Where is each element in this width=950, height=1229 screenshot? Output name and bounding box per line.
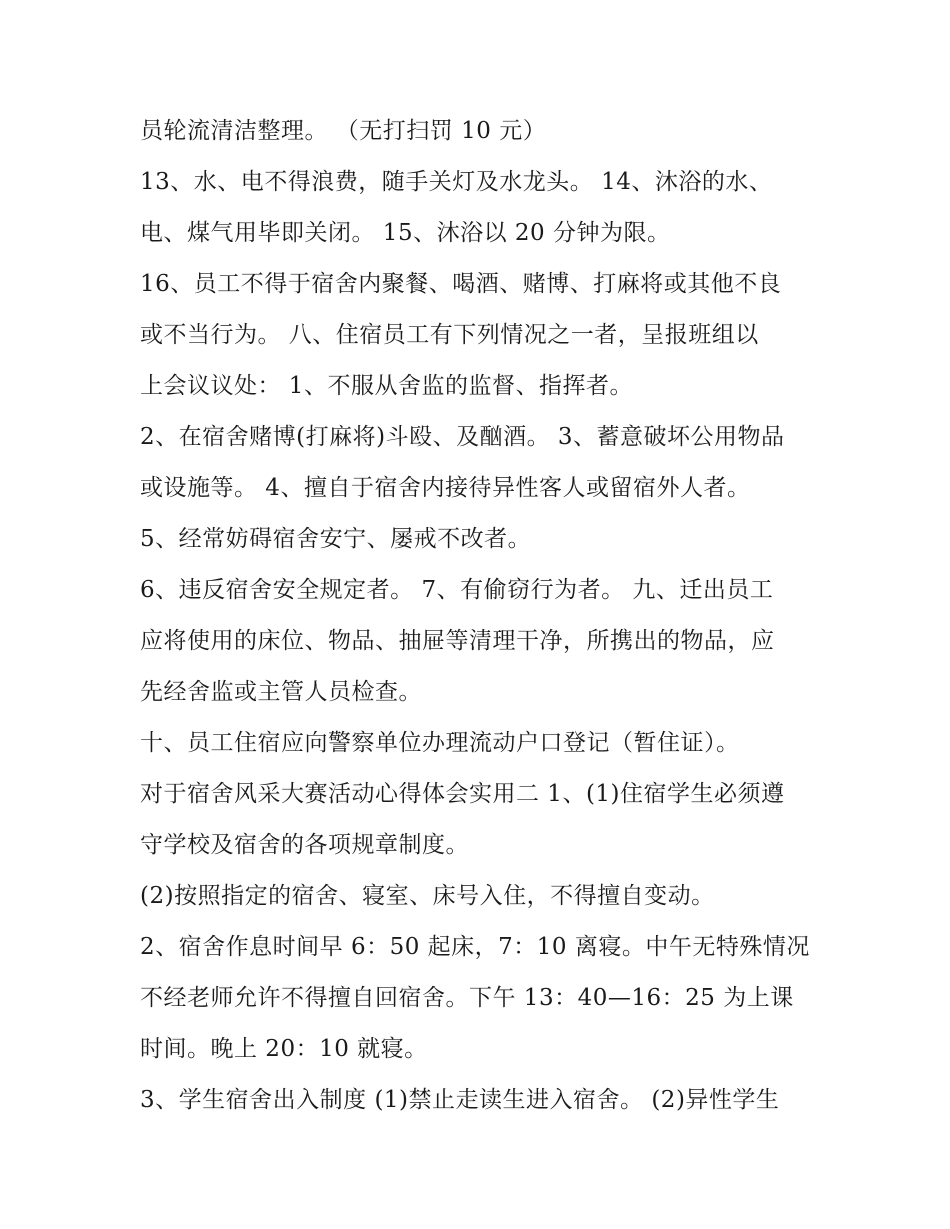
text-line: 十、员工住宿应向警察单位办理流动户口登记（暂住证）。: [140, 730, 740, 756]
text-line: 3、学生宿舍出入制度 (1)禁止走读生进入宿舍。 (2)异性学生: [140, 1087, 780, 1113]
text-line: 员轮流清洁整理。 （无打扫罚 10 元）: [140, 118, 547, 144]
text-line: 6、违反宿舍安全规定者。 7、有偷窃行为者。 九、迁出员工: [140, 577, 774, 603]
body-text: [140, 106, 830, 1126]
text-line: 对于宿舍风采大赛活动心得体会实用二 1、(1)住宿学生必须遵: [140, 781, 785, 807]
text-line: 5、经常妨碍宿舍安宁、屡戒不改者。: [140, 526, 532, 552]
text-line: 或不当行为。 八、住宿员工有下列情况之一者，呈报班组以: [140, 322, 759, 348]
text-line: 16、员工不得于宿舍内聚餐、喝酒、赌博、打麻将或其他不良: [140, 271, 782, 297]
text-line: 时间。晚上 20：10 就寝。: [140, 1036, 428, 1062]
text-line: 2、宿舍作息时间早 6：50 起床，7：10 离寝。中午无特殊情况: [140, 934, 810, 960]
text-line: 应将使用的床位、物品、抽屉等清理干净，所携出的物品，应: [140, 628, 775, 654]
text-line: 13、水、电不得浪费，随手关灯及水龙头。 14、沐浴的水、: [140, 169, 773, 195]
text-line: 上会议议处： 1、不服从舍监的监督、指挥者。: [140, 373, 633, 399]
text-line: 不经老师允许不得擅自回宿舍。下午 13：40—16：25 为上课: [140, 985, 794, 1011]
text-line: 电、煤气用毕即关闭。 15、沐浴以 20 分钟为限。: [140, 220, 671, 246]
text-line: 或设施等。 4、擅自于宿舍内接待异性客人或留宿外人者。: [140, 475, 751, 501]
text-line: 守学校及宿舍的各项规章制度。: [140, 832, 469, 858]
text-line: 2、在宿舍赌博(打麻将)斗殴、及酗酒。 3、蓄意破坏公用物品: [140, 424, 785, 450]
text-line: 先经舍监或主管人员检查。: [140, 679, 422, 705]
text-line: (2)按照指定的宿舍、寝室、床号入住，不得擅自变动。: [140, 883, 715, 909]
